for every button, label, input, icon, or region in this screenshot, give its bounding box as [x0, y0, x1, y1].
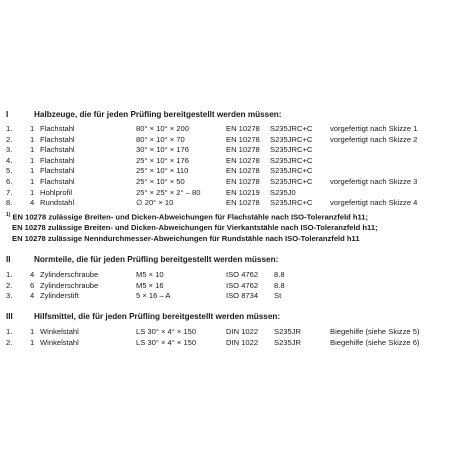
section-number: II: [6, 255, 11, 264]
section-title: Normteile, die für jeden Prüfling bereitgestellt werden müssen:: [34, 255, 279, 264]
section-title: Hilfsmittel, die für jeden Prüfling bereitgestellt werden müssen:: [34, 312, 281, 321]
table-row: 3. 4 Zylinderstift 5 × 16 – A ISO 8734 St: [6, 291, 282, 301]
table-row: 2. 1 Flachstahl 80° × 10° × 70 EN 10278 S235JRC+C vorgefertigt nach Skizze 2: [6, 134, 418, 144]
section-number: I: [6, 110, 9, 119]
table-row: 2. 6 Zylinderschraube M5 × 16 ISO 4762 8.8: [6, 280, 285, 290]
section-i-table: [0, 124, 458, 209]
table-row: 3. 1 Flachstahl 30° × 10° × 176 EN 10278 S235JRC+C: [6, 145, 313, 155]
footnote-line-1: $^{1)}$ EN 10278 zulässige Breiten- und Dicken-Abweichungen für Flachstähle nach ISO-Toleranzfeld h11;: [6, 212, 369, 222]
footnote-line-3: EN 10278 zulässige Nenndurchmesser-Abweichungen für Rundstähle nach ISO-Toleranzfeld h11: [12, 234, 360, 243]
section-number: III: [6, 312, 13, 321]
table-row: 1. 1 Flachstahl 80° × 10° × 200 EN 10278 S235JRC+C vorgefertigt nach Skizze 1: [6, 124, 418, 133]
table-row: 1. 4 Zylinderschraube M5 × 10 ISO 4762 8.8: [6, 270, 285, 279]
footnote-line-2: EN 10278 zulässige Breiten- und Dicken-Abweichungen für Vierkantstähle nach ISO-Toleranzfeld h11;: [12, 223, 378, 232]
footnote-marker: 1): [6, 212, 11, 218]
table-row: 2. 1 Winkelstahl LS 30° × 4° × 150 DIN 1022 S235JR Biegehilfe (siehe Skizze 6): [6, 337, 420, 347]
table-row: 6. 1 Flachstahl 25° × 10° × 50 EN 10278 S235JRC+C vorgefertigt nach Skizze 3: [6, 176, 418, 186]
section-ii-table: [0, 270, 458, 302]
section-title: Halbzeuge, die für jeden Prüfling bereitgestellt werden müssen:: [34, 110, 282, 119]
table-row: 8. 4 Rundstahl ∅ 20° × 10 EN 10278 S235JRC+C vorgefertigt nach Skizze 4: [6, 198, 418, 208]
table-row: 4. 1 Flachstahl 25° × 10° × 176 EN 10278 S235JRC+C: [6, 155, 313, 165]
table-row: 5. 1 Flachstahl 25° × 10° × 110 EN 10278 S235JRC+C: [6, 166, 313, 176]
section-iii-table: [0, 327, 458, 348]
table-row: 1. 1 Winkelstahl LS 30° × 4° × 150 DIN 1022 S235JR Biegehilfe (siehe Skizze 5): [6, 327, 420, 336]
table-row: 7. 1 Hohlprofil 25° × 25° × 2° – 80 EN 10219 S235J0: [6, 187, 296, 197]
